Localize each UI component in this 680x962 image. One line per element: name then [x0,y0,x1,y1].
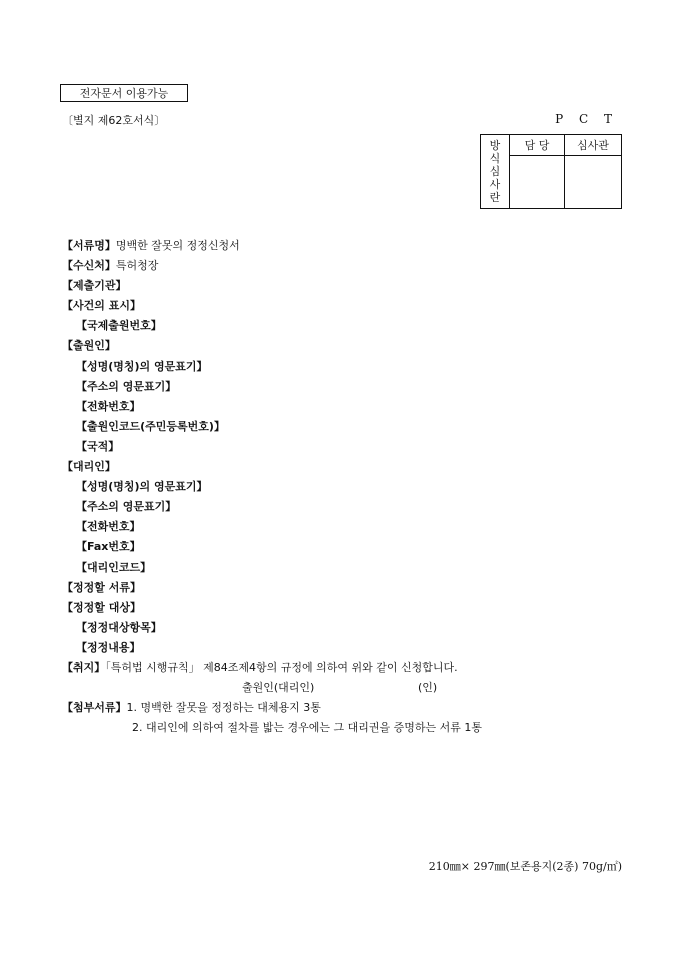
form-field-row [62,517,458,537]
form-field-row [62,417,458,437]
form-field-row [62,316,458,336]
form-field-label: 【정정할 서류】 [62,580,141,594]
electronic-document-tag: 전자문서 이용가능 [60,84,188,102]
form-field-row [62,296,458,316]
form-field-label: 【취지】 [62,660,106,674]
form-field-label: 【수신처】 [62,259,116,273]
form-field-label: 【대리인】 [62,460,116,474]
form-field-label: 【국적】 [76,439,120,453]
form-field-row [62,638,458,658]
form-field-label: 【국제출원번호】 [76,319,162,333]
form-number: 〔별지 제62호서식〕 [62,114,166,127]
form-field-row [62,558,458,578]
form-field-row [62,457,458,477]
form-field-label: 【성명(명칭)의 영문표기】 [76,480,208,494]
form-field-label: 【정정대상항목】 [76,620,162,634]
form-field-label: 【출원인】 [62,339,116,353]
form-field-row [62,377,458,397]
form-field-row [62,336,458,356]
form-field-label: 【주소의 영문표기】 [76,379,177,393]
stamp-header-examiner: 심사관 [565,135,622,156]
form-field-row [62,578,458,598]
stamp-cell-examiner[interactable] [565,156,622,209]
signature-applicant: 출원인(대리인) [242,681,315,694]
form-field-row [62,357,458,377]
examination-stamp-box [480,134,622,209]
form-field-label: 【출원인코드(주민등록번호)】 [76,419,225,433]
form-field-row [62,236,458,256]
form-field-row [62,256,458,276]
form-field-label: 【주소의 영문표기】 [76,500,177,514]
attachment-item-2: 2. 대리인에 의하여 절차를 밟는 경우에는 그 대리권을 증명하는 서류 1통 [132,721,482,734]
form-field-label: 【Fax번호】 [76,540,141,554]
form-field-label: 【정정할 대상】 [62,600,141,614]
form-field-row [62,658,458,678]
form-field-value[interactable]: 「특허법 시행규칙」 제84조제4항의 규정에 의하여 위와 같이 신청합니다. [105,660,458,674]
form-field-label: 【사건의 표시】 [62,299,141,313]
form-field-value[interactable]: 명백한 잘못의 정정신청서 [115,239,240,252]
form-field-label: 【성명(명칭)의 영문표기】 [76,359,208,373]
attachment-item-1: 1. 명백한 잘못을 정정하는 대체용지 3통 [126,701,321,714]
form-field-value[interactable]: 특허청장 [115,259,159,273]
form-field-label: 【제출기관】 [62,279,127,293]
form-field-row [62,497,458,517]
form-field-label: 【전화번호】 [76,399,141,413]
paper-spec: 210㎜× 297㎜(보존용지(2종) 70g/㎡) [428,860,622,873]
form-field-label: 【정정내용】 [76,640,141,654]
form-field-label: 【서류명】 [62,239,116,252]
form-field-row [62,477,458,497]
attachments-label: 【첨부서류】 [62,701,127,714]
form-field-row [62,598,458,618]
form-fields [62,236,458,678]
form-field-row [62,437,458,457]
attachments [62,698,482,738]
form-field-label: 【대리인코드】 [76,560,152,574]
form-field-row [62,618,458,638]
stamp-cell-officer[interactable] [510,156,565,209]
stamp-header-officer: 담 당 [510,135,565,156]
form-field-row [62,397,458,417]
signature-seal[interactable]: (인) [418,681,438,694]
form-field-row [62,537,458,557]
pct-label: P C T [555,112,618,126]
stamp-side-label: 방 식 심 사 란 [481,135,510,209]
form-field-row [62,276,458,296]
form-field-label: 【전화번호】 [76,520,141,534]
